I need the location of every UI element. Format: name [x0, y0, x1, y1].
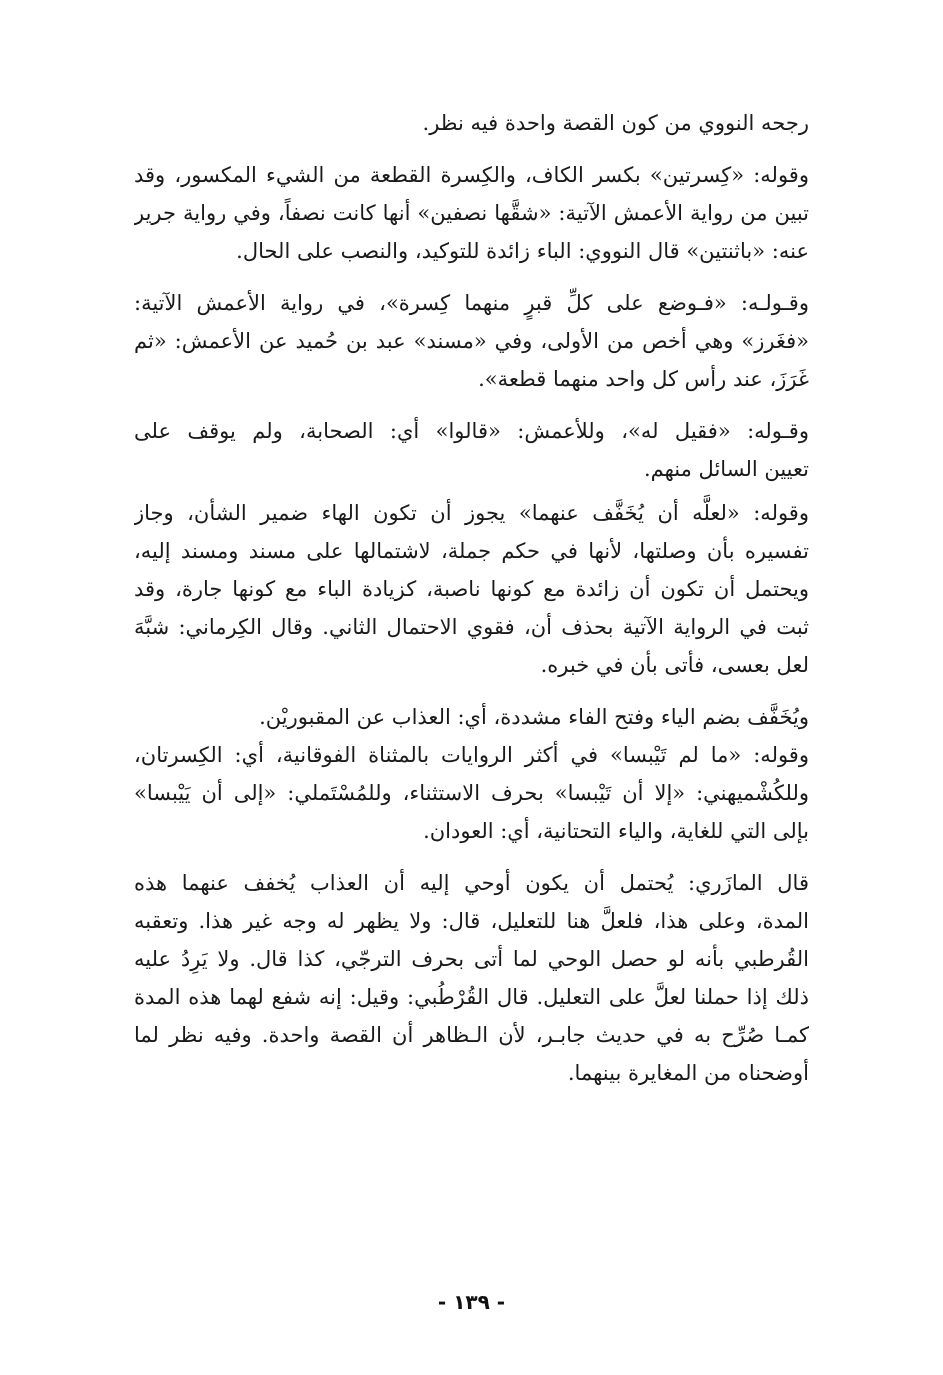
paragraph-laallahu: [134, 494, 809, 684]
text-line: «فغَرز» وهي أخص من الأولى، وفي «مسند» عبد بن حُميد عن الأعمش: «ثم: [134, 329, 809, 353]
text-line: ويحتمل أن تكون أن زائدة مع كونها ناصبة، كزيادة الباء مع كونها جارة، وقد: [134, 577, 809, 601]
text-line: المدة، وعلى هذا، فلعلَّ هنا للتعليل، قال: ولا يظهر له وجه غير هذا. وتعقبه: [134, 909, 809, 933]
text-line: وقوله: «ما لم تَيْبسا» في أكثر الروايات بالمثناة الفوقانية، أي: الكِسرتان،: [134, 743, 809, 767]
text-line: أوضحناه من المغايرة بينهما.: [567, 1061, 809, 1085]
text-line: قال المازَري: يُحتمل أن يكون أوحي إليه أن العذاب يُخفف عنهما هذه: [134, 871, 809, 895]
text-line: غَرَزَ، عند رأس كل واحد منهما قطعة».: [478, 367, 809, 391]
text-line: ثبت في الرواية الآتية بحذف أن، فقوي الاحتمال الثاني. وقال الكِرماني: شبَّهَ: [134, 615, 809, 639]
page-number: - ١٣٩ -: [437, 1290, 506, 1314]
paragraph-fawada: [134, 284, 809, 398]
text-line: كمـا صُرِّح به في حديث جابـر، لأن الـظاهر أن القصة واحدة. وفيه نظر لما: [134, 1023, 809, 1047]
paragraph-faqila-lahu: [134, 412, 809, 488]
text-line: ذلك إذا حملنا لعلَّ على التعليل. قال القُرْطُبي: وقيل: إنه شفع لهما هذه المدة: [134, 985, 809, 1009]
text-line: وقوله: «كِسرتين» بكسر الكاف، والكِسرة القطعة من الشيء المكسور، وقد: [134, 163, 809, 187]
text-line: لعل بعسى، فأتى بأن في خبره.: [540, 653, 809, 677]
text-line: تبين من رواية الأعمش الآتية: «شقَّها نصفين» أنها كانت نصفاً، وفي رواية جرير: [134, 201, 809, 225]
text-line: وقوله: «لعلَّه أن يُخَفَّف عنهما» يجوز أن تكون الهاء ضمير الشأن، وجاز: [134, 501, 809, 525]
text-line: عنه: «باثنتين» قال النووي: الباء زائدة للتوكيد، والنصب على الحال.: [236, 239, 809, 263]
text-line: وللكُشْميهني: «إلا أن تَيْبسا» بحرف الاستثناء، وللمُسْتَملي: «إلى أن يَيْبسا»: [134, 781, 809, 805]
text-line: بإلى التي للغاية، والياء التحتانية، أي: العودان.: [423, 819, 809, 843]
text-line: وقـوله: «فقيل له»، وللأعمش: «قالوا» أي: الصحابة، ولم يوقف على: [134, 419, 809, 443]
text-line: تفسيره بأن وصلتها، لأنها في حكم جملة، لاشتمالها على مسند ومسند إليه،: [134, 539, 809, 563]
text-line: رجحه النووي من كون القصة واحدة فيه نظر.: [422, 111, 809, 135]
paragraph-yukhaffaf: [134, 698, 809, 736]
text-line: القُرطبي بأنه لو حصل الوحي لما أتى بحرف الترجّي، كذا قال. ولا يَرِدُ عليه: [134, 947, 809, 971]
text-line: وقـولـه: «فـوضع على كلِّ قبرٍ منهما كِسرة»، في رواية الأعمش الآتية:: [134, 291, 809, 315]
text-line: تعيين السائل منهم.: [643, 457, 809, 481]
paragraph-ma-lam-taybasa: [134, 736, 809, 850]
text-line: ويُخَفَّف بضم الياء وفتح الفاء مشددة، أي: العذاب عن المقبوريْن.: [259, 705, 809, 729]
paragraph-kisratayn: [134, 156, 809, 270]
paragraph-al-mazari: [134, 864, 809, 1092]
paragraph-continuation: [134, 104, 809, 142]
page-body-text: [134, 104, 809, 1092]
